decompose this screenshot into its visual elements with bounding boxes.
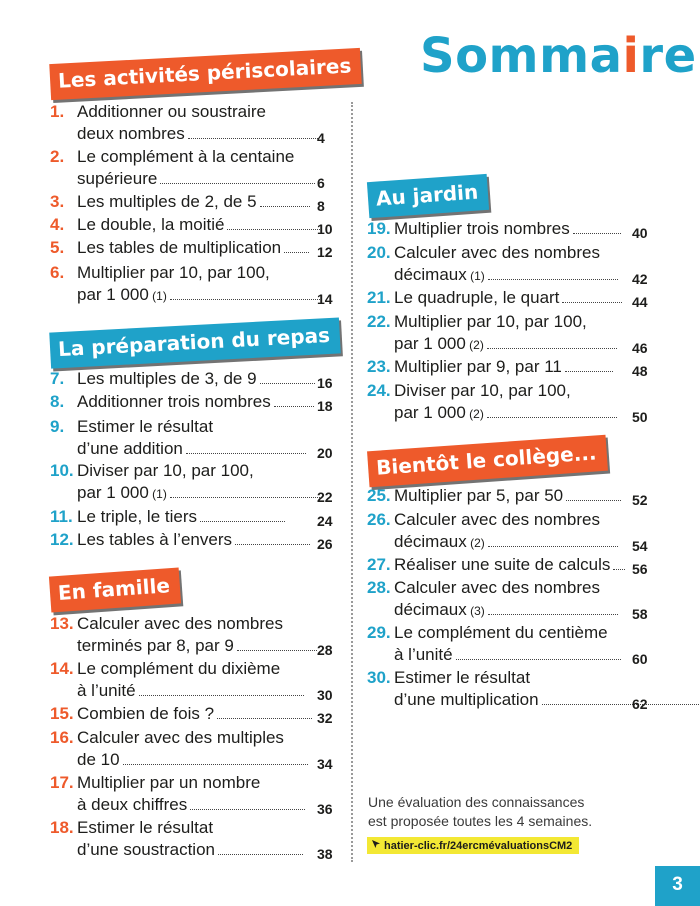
toc-item-page: 32 bbox=[317, 710, 333, 726]
evaluations-link[interactable]: hatier-clic.fr/24ercmévaluationsCM2 bbox=[367, 837, 579, 854]
toc-item-title-continued: décimaux (3) bbox=[394, 599, 618, 622]
toc-item-number: 21. bbox=[367, 288, 391, 307]
toc-item-part-tag: (1) bbox=[148, 289, 167, 303]
leader-dots bbox=[565, 371, 613, 372]
toc-item-title: Estimer le résultat bbox=[77, 417, 214, 436]
toc-item-page: 36 bbox=[317, 801, 333, 817]
toc-item-page: 8 bbox=[317, 198, 325, 214]
toc-item[interactable] bbox=[367, 311, 667, 355]
toc-item[interactable] bbox=[367, 287, 667, 309]
toc-item-title-continued: d’une addition bbox=[77, 438, 306, 460]
leader-dots bbox=[260, 206, 310, 207]
toc-item-title: Le triple, le tiers bbox=[77, 506, 285, 528]
toc-item-title: Multiplier par 10, par 100, bbox=[77, 263, 270, 282]
toc-item-number: 11. bbox=[50, 507, 73, 526]
toc-item-number: 5. bbox=[50, 238, 65, 257]
toc-item[interactable] bbox=[367, 622, 667, 666]
toc-item-page: 14 bbox=[317, 291, 333, 307]
toc-item-page: 56 bbox=[632, 561, 648, 577]
cursor-arrow-icon bbox=[371, 839, 381, 852]
toc-item-number: 22. bbox=[367, 312, 391, 331]
toc-item-title-continued: à deux chiffres bbox=[77, 794, 305, 816]
toc-item[interactable] bbox=[367, 577, 667, 621]
toc-item-title-continued: par 1 000 (2) bbox=[394, 402, 617, 425]
toc-item[interactable] bbox=[50, 262, 350, 306]
section-banner-periscolaire: Les activités périscolaires bbox=[49, 48, 362, 100]
toc-item-part-tag: (2) bbox=[465, 338, 484, 352]
leader-dots bbox=[235, 544, 310, 545]
toc-item-number: 27. bbox=[367, 555, 391, 574]
toc-item-title: Calculer avec des nombres bbox=[394, 578, 600, 597]
toc-item-title-continued: d’une soustraction bbox=[77, 839, 303, 861]
leader-dots bbox=[456, 659, 621, 660]
toc-item[interactable] bbox=[367, 242, 667, 286]
leader-dots bbox=[123, 764, 308, 765]
toc-item-page: 52 bbox=[632, 492, 648, 508]
toc-item-page: 12 bbox=[317, 244, 333, 260]
toc-item-number: 4. bbox=[50, 215, 65, 234]
toc-item-page: 58 bbox=[632, 606, 648, 622]
toc-item-number: 14. bbox=[50, 659, 74, 678]
toc-item-number: 2. bbox=[50, 147, 65, 166]
toc-item-title-continued: deux nombres bbox=[77, 123, 318, 145]
toc-item[interactable] bbox=[50, 416, 350, 460]
leader-dots bbox=[488, 546, 618, 547]
toc-item[interactable] bbox=[367, 485, 667, 507]
toc-item-title: Multiplier trois nombres bbox=[394, 218, 621, 240]
toc-item-title: Le quadruple, le quart bbox=[394, 287, 622, 309]
toc-item-page: 48 bbox=[632, 363, 648, 379]
leader-dots bbox=[488, 279, 618, 280]
section-banner-jardin: Au jardin bbox=[367, 174, 490, 218]
leader-dots bbox=[217, 718, 312, 719]
toc-item-title: Multiplier par un nombre bbox=[77, 773, 261, 792]
toc-item-number: 3. bbox=[50, 192, 65, 211]
toc-item-page: 18 bbox=[317, 398, 333, 414]
leader-dots bbox=[613, 569, 625, 570]
toc-item-number: 19. bbox=[367, 219, 391, 238]
column-divider bbox=[351, 102, 353, 862]
toc-item-title-continued: d’une multiplication bbox=[394, 689, 700, 711]
toc-item-number: 7. bbox=[50, 369, 65, 388]
toc-item-title: Le complément à la centaine bbox=[77, 147, 295, 166]
toc-item-part-tag: (3) bbox=[466, 604, 485, 618]
leader-dots bbox=[237, 650, 317, 651]
leader-dots bbox=[200, 521, 285, 522]
leader-dots bbox=[170, 299, 320, 300]
toc-item[interactable] bbox=[50, 727, 350, 771]
toc-item[interactable] bbox=[50, 460, 350, 504]
leader-dots bbox=[190, 809, 305, 810]
toc-item[interactable] bbox=[50, 506, 350, 528]
toc-item-title-continued: par 1 000 (1) bbox=[77, 284, 320, 307]
toc-item-number: 10. bbox=[50, 461, 74, 480]
toc-item[interactable] bbox=[50, 817, 350, 861]
leader-dots bbox=[227, 229, 322, 230]
toc-item-number: 28. bbox=[367, 578, 391, 597]
toc-item-title-continued: par 1 000 (1) bbox=[77, 482, 320, 505]
toc-item-part-tag: (2) bbox=[466, 536, 485, 550]
toc-item-title: Multiplier par 10, par 100, bbox=[394, 312, 587, 331]
toc-item-title-continued: par 1 000 (2) bbox=[394, 333, 617, 356]
toc-item-part-tag: (1) bbox=[148, 487, 167, 501]
toc-item-title-continued: terminés par 8, par 9 bbox=[77, 635, 317, 657]
toc-item[interactable] bbox=[367, 667, 667, 711]
leader-dots bbox=[186, 453, 306, 454]
toc-item-title: Calculer avec des nombres bbox=[394, 243, 600, 262]
toc-item-title: Réaliser une suite de calculs bbox=[394, 554, 625, 576]
toc-item-number: 15. bbox=[50, 704, 74, 723]
toc-item-title: Estimer le résultat bbox=[394, 668, 531, 687]
toc-item-title: Les tables à l’envers bbox=[77, 529, 310, 551]
toc-item-title: Les multiples de 2, de 5 bbox=[77, 191, 310, 213]
toc-item-page: 50 bbox=[632, 409, 648, 425]
toc-item-number: 23. bbox=[367, 357, 391, 376]
toc-item-number: 16. bbox=[50, 728, 74, 747]
toc-item-page: 42 bbox=[632, 271, 648, 287]
leader-dots bbox=[188, 138, 318, 139]
toc-item-page: 38 bbox=[317, 846, 333, 862]
toc-item-number: 29. bbox=[367, 623, 391, 642]
toc-item-page: 20 bbox=[317, 445, 333, 461]
toc-item-number: 1. bbox=[50, 102, 65, 121]
leader-dots bbox=[542, 704, 700, 705]
toc-item-title: Multiplier par 5, par 50 bbox=[394, 485, 621, 507]
toc-item-title: Calculer avec des nombres bbox=[77, 614, 283, 633]
leader-dots bbox=[573, 233, 621, 234]
toc-item-title: Le double, la moitié bbox=[77, 214, 322, 236]
section-banner-college: Bientôt le collège... bbox=[367, 435, 608, 488]
toc-item-number: 24. bbox=[367, 381, 391, 400]
toc-item-title: Le complément du centième bbox=[394, 623, 608, 642]
toc-item[interactable] bbox=[50, 529, 350, 551]
leader-dots bbox=[562, 302, 622, 303]
toc-item[interactable] bbox=[50, 772, 350, 816]
toc-item-title: Additionner trois nombres bbox=[77, 391, 314, 413]
toc-item[interactable] bbox=[50, 101, 350, 145]
toc-item-page: 62 bbox=[632, 696, 648, 712]
toc-item[interactable] bbox=[367, 356, 667, 378]
toc-item[interactable] bbox=[50, 368, 350, 390]
toc-item-page: 46 bbox=[632, 340, 648, 356]
toc-item-title: Additionner ou soustraire bbox=[77, 102, 267, 121]
leader-dots bbox=[566, 500, 621, 501]
toc-item-page: 22 bbox=[317, 489, 333, 505]
toc-item-page: 16 bbox=[317, 375, 333, 391]
toc-item-title: Les tables de multiplication bbox=[77, 237, 309, 259]
toc-item-page: 54 bbox=[632, 538, 648, 554]
toc-item-number: 8. bbox=[50, 392, 65, 411]
toc-item-number: 18. bbox=[50, 818, 74, 837]
toc-item-title: Calculer avec des multiples bbox=[77, 728, 284, 747]
toc-item-page: 40 bbox=[632, 225, 648, 241]
leader-dots bbox=[284, 252, 309, 253]
leader-dots bbox=[274, 406, 314, 407]
toc-item-page: 4 bbox=[317, 130, 325, 146]
leader-dots bbox=[218, 854, 303, 855]
toc-item-page: 60 bbox=[632, 651, 648, 667]
leader-dots bbox=[487, 417, 617, 418]
toc-item-number: 12. bbox=[50, 530, 74, 549]
toc-item-title: Diviser par 10, par 100, bbox=[394, 381, 571, 400]
toc-item-title: Diviser par 10, par 100, bbox=[77, 461, 254, 480]
toc-item-title-continued: à l’unité bbox=[394, 644, 621, 666]
toc-item-page: 34 bbox=[317, 756, 333, 772]
toc-item-number: 25. bbox=[367, 486, 391, 505]
toc-item-title: Calculer avec des nombres bbox=[394, 510, 600, 529]
toc-item-title: Estimer le résultat bbox=[77, 818, 214, 837]
toc-item[interactable] bbox=[50, 214, 350, 236]
section-banner-famille: En famille bbox=[49, 568, 181, 613]
toc-item-part-tag: (1) bbox=[466, 269, 485, 283]
toc-item-title: Le complément du dixième bbox=[77, 659, 281, 678]
leader-dots bbox=[487, 348, 617, 349]
toc-item-title-continued: à l’unité bbox=[77, 680, 304, 702]
toc-item-page: 26 bbox=[317, 536, 333, 552]
leader-dots bbox=[139, 695, 304, 696]
toc-item[interactable] bbox=[50, 703, 350, 725]
toc-item-number: 20. bbox=[367, 243, 391, 262]
toc-item-title-continued: décimaux (1) bbox=[394, 264, 618, 287]
toc-item-title: Multiplier par 9, par 11 bbox=[394, 356, 613, 378]
toc-item-page: 44 bbox=[632, 294, 648, 310]
toc-item[interactable] bbox=[367, 380, 667, 424]
toc-item-page: 10 bbox=[317, 221, 333, 237]
toc-item-title-continued: supérieure bbox=[77, 168, 315, 190]
toc-item-part-tag: (2) bbox=[465, 407, 484, 421]
toc-item-number: 13. bbox=[50, 614, 74, 633]
toc-item[interactable] bbox=[50, 391, 350, 413]
toc-item-number: 26. bbox=[367, 510, 391, 529]
leader-dots bbox=[260, 383, 315, 384]
leader-dots bbox=[170, 497, 320, 498]
toc-item[interactable] bbox=[50, 146, 350, 190]
toc-item-page: 30 bbox=[317, 687, 333, 703]
toc-item[interactable] bbox=[50, 613, 350, 657]
toc-item[interactable] bbox=[367, 554, 667, 576]
leader-dots bbox=[160, 183, 315, 184]
toc-item-page: 24 bbox=[317, 513, 333, 529]
toc-item-page: 6 bbox=[317, 175, 325, 191]
toc-item-title: Combien de fois ? bbox=[77, 703, 312, 725]
toc-item-title: Les multiples de 3, de 9 bbox=[77, 368, 315, 390]
toc-item[interactable] bbox=[50, 658, 350, 702]
evaluation-note: Une évaluation des connaissances est proposée toutes les 4 semaines. bbox=[368, 794, 593, 829]
toc-item-number: 9. bbox=[50, 417, 65, 436]
toc-item[interactable] bbox=[367, 218, 667, 240]
toc-item-number: 17. bbox=[50, 773, 74, 792]
section-banner-repas: La préparation du repas bbox=[49, 317, 341, 368]
toc-item[interactable] bbox=[367, 509, 667, 553]
toc-item-page: 28 bbox=[317, 642, 333, 658]
toc-item-number: 30. bbox=[367, 668, 391, 687]
leader-dots bbox=[488, 614, 618, 615]
toc-item[interactable] bbox=[50, 191, 350, 213]
toc-item-title-continued: décimaux (2) bbox=[394, 531, 618, 554]
page-title: Sommaire bbox=[420, 28, 697, 84]
page-number: 3 bbox=[655, 866, 700, 906]
toc-item-number: 6. bbox=[50, 263, 65, 282]
toc-item[interactable] bbox=[50, 237, 350, 259]
toc-item-title-continued: de 10 bbox=[77, 749, 308, 771]
